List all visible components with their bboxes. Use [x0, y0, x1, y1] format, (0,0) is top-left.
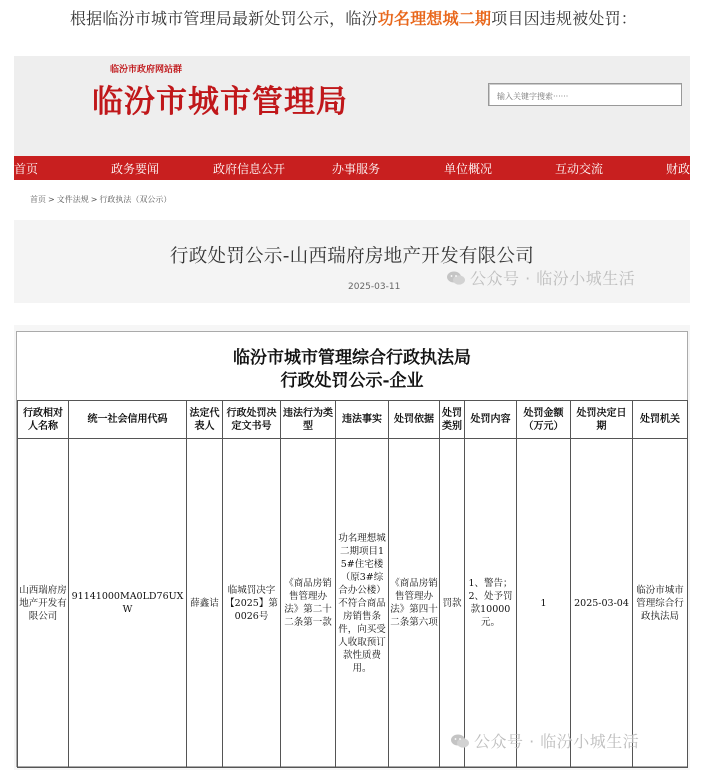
breadcrumb-regulations[interactable]: 文件法规 — [56, 195, 89, 204]
breadcrumb — [30, 194, 171, 205]
table-header-cell: 处罚决定日期 — [571, 401, 633, 439]
site-header — [14, 56, 690, 156]
nav-item-news[interactable]: 政务要闻 — [111, 162, 160, 176]
nav-item-interaction[interactable]: 互动交流 — [555, 162, 604, 176]
search-box[interactable] — [488, 83, 682, 106]
nav-item-home[interactable]: 首页 — [14, 162, 39, 176]
table-header-cell: 处罚内容 — [465, 401, 517, 439]
table-header-cell: 行政相对人名称 — [18, 401, 69, 439]
table-cell: 山西瑞府房地产开发有限公司 — [18, 439, 69, 768]
site-title: 临汾市城市管理局 — [92, 84, 348, 120]
table-header-cell: 行政处罚决定文书号 — [223, 401, 281, 439]
document-screenshot — [14, 325, 690, 770]
document-title — [17, 347, 687, 393]
watermark — [446, 266, 635, 289]
intro-highlight: 功名理想城二期 — [377, 9, 492, 28]
document-title-line1: 临汾市城市管理综合行政执法局 — [233, 348, 471, 368]
watermark-text: 公众号 · 临汾小城生活 — [474, 732, 640, 751]
watermark — [450, 729, 639, 752]
table-header-row — [18, 401, 688, 439]
intro-suffix: 项目因违规被处罚： — [491, 9, 638, 28]
table-cell: 1、警告；2、处予罚款10000元。 — [465, 439, 517, 768]
breadcrumb-bar — [14, 180, 690, 220]
watermark-text: 公众号 · 临汾小城生活 — [470, 269, 636, 288]
table-cell: 功名理想城二期项目15#住宅楼（原3#综合办公楼）不符合商品房销售条件，向买受人收取预订款性质费用。 — [336, 439, 389, 768]
document-title-line2: 行政处罚公示-企业 — [280, 371, 424, 391]
intro-prefix: 根据临汾市城市管理局最新处罚公示，临汾 — [69, 9, 378, 28]
table-header-cell: 处罚依据 — [389, 401, 440, 439]
table-cell: 临汾市城市管理综合行政执法局 — [633, 439, 688, 768]
site-group-label: 临汾市政府网站群 — [110, 65, 183, 75]
wechat-icon — [446, 270, 466, 286]
breadcrumb-home[interactable]: 首页 — [30, 195, 46, 204]
penalty-document — [16, 331, 688, 767]
breadcrumb-separator: > — [48, 195, 55, 204]
table-row — [18, 439, 688, 768]
table-header-cell: 违法行为类型 — [281, 401, 336, 439]
table-cell: 1 — [517, 439, 571, 768]
website-screenshot — [14, 56, 690, 303]
nav-item-about[interactable]: 单位概况 — [444, 162, 493, 176]
penalty-table — [17, 400, 688, 768]
breadcrumb-separator: > — [90, 195, 98, 204]
breadcrumb-enforcement[interactable]: 行政执法（双公示） — [99, 195, 172, 204]
table-cell: 2025-03-04 — [571, 439, 633, 768]
main-nav — [14, 156, 690, 180]
table-cell: 临城罚决字【2025】第0026号 — [223, 439, 281, 768]
table-cell: 罚款 — [440, 439, 465, 768]
table-cell: 91141000MA0LD76UXW — [69, 439, 187, 768]
table-cell: 《商品房销售管理办法》第二十二条第一款 — [281, 439, 336, 768]
table-header-cell: 统一社会信用代码 — [69, 401, 187, 439]
nav-item-info-disclosure[interactable]: 政府信息公开 — [213, 162, 286, 176]
article-date: 2025-03-11 — [348, 282, 401, 292]
table-cell: 薛鑫诘 — [187, 439, 223, 768]
wechat-icon — [450, 733, 470, 749]
table-header-cell: 处罚类别 — [440, 401, 465, 439]
table-header-cell: 违法事实 — [336, 401, 389, 439]
search-input[interactable] — [489, 87, 677, 106]
table-header-cell: 处罚机关 — [633, 401, 688, 439]
nav-item-finance[interactable]: 财政 — [666, 162, 690, 176]
intro-text — [0, 6, 707, 29]
table-header-cell: 处罚金额（万元） — [517, 401, 571, 439]
nav-item-services[interactable]: 办事服务 — [332, 162, 381, 176]
table-header-cell: 法定代表人 — [187, 401, 223, 439]
table-cell: 《商品房销售管理办法》第四十二条第六项 — [389, 439, 440, 768]
article-title: 行政处罚公示-山西瑞府房地产开发有限公司 — [169, 246, 535, 267]
